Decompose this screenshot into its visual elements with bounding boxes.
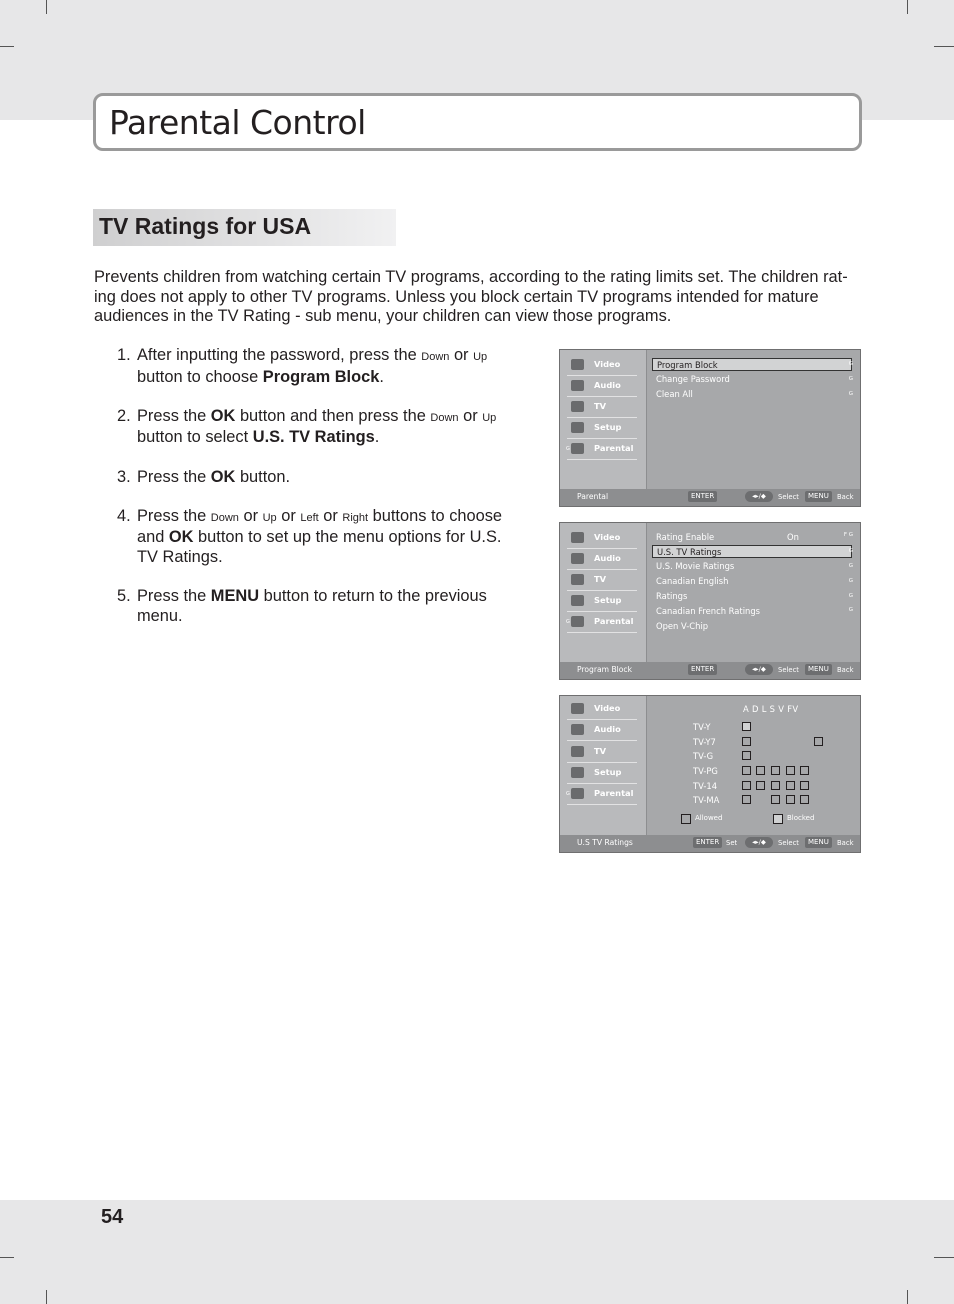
crop-mark <box>0 1257 14 1258</box>
rating-checkbox[interactable] <box>800 781 809 790</box>
osd-ratings-grid <box>647 696 860 836</box>
rating-columns-header: A D L S V FV <box>743 704 799 714</box>
section-heading-bar <box>93 209 396 246</box>
key-label: Up <box>482 411 497 424</box>
osd-menu-video[interactable]: Video <box>567 355 637 376</box>
tv-icon <box>571 746 584 757</box>
osd-row-clean-all[interactable]: Clean All <box>656 389 693 399</box>
audio-icon <box>571 380 584 391</box>
f-g-marker: F G <box>843 532 853 538</box>
rating-checkbox[interactable] <box>742 795 751 804</box>
osd-menu-parental[interactable]: Parental <box>567 439 637 460</box>
g-marker: G <box>848 593 853 599</box>
bold-term: OK <box>168 528 194 547</box>
g-marker: G <box>848 361 853 367</box>
osd-footer <box>560 835 860 852</box>
rating-label-tv-pg: TV-PG <box>693 766 718 776</box>
arrow-keys-icon: ◂▸/◆ <box>745 837 773 848</box>
osd-row-us-movie-ratings[interactable]: U.S. Movie Ratings <box>656 561 735 571</box>
tv-icon <box>571 574 584 585</box>
osd-screen-program-block <box>559 522 861 680</box>
osd-main-panel <box>647 523 860 663</box>
rating-checkbox[interactable] <box>771 781 780 790</box>
osd-menu-audio[interactable]: Audio <box>567 376 637 397</box>
rating-checkbox[interactable] <box>771 766 780 775</box>
crop-mark <box>46 1290 47 1304</box>
crop-mark <box>46 0 47 14</box>
osd-screen-us-tv-ratings <box>559 695 861 853</box>
rating-enable-value: On <box>787 532 799 542</box>
key-label: Right <box>342 511 369 524</box>
osd-row-rating-enable[interactable]: Rating Enable <box>656 532 715 542</box>
g-marker: G <box>848 548 853 554</box>
allowed-legend-label: Allowed <box>695 814 723 822</box>
section-heading: TV Ratings for USA <box>99 213 312 239</box>
rating-checkbox[interactable] <box>786 781 795 790</box>
arrow-keys-icon: ◂▸/◆ <box>745 664 773 675</box>
osd-menu-video[interactable]: Video <box>567 528 637 549</box>
video-icon <box>571 703 584 714</box>
key-label: Down <box>421 351 450 363</box>
osd-menu-parental[interactable]: Parental <box>567 784 637 805</box>
menu-key: MENU <box>805 664 832 675</box>
crop-mark <box>934 1257 954 1258</box>
page-title-box <box>93 93 862 151</box>
key-label: Up <box>473 351 488 363</box>
g-marker: G <box>848 391 853 397</box>
rating-checkbox[interactable] <box>771 795 780 804</box>
osd-footer-title: U.S TV Ratings <box>577 838 633 847</box>
page-number: 54 <box>101 1206 124 1228</box>
step-item: 5. Press the MENU button to return to the previous menu. <box>117 587 487 625</box>
rating-checkbox[interactable] <box>814 737 823 746</box>
osd-row-canadian-english[interactable]: Canadian English <box>656 576 729 586</box>
g-marker: G <box>848 578 853 584</box>
arrow-keys-icon: ◂▸/◆ <box>745 491 773 502</box>
osd-menu-audio[interactable]: Audio <box>567 549 637 570</box>
rating-checkbox[interactable] <box>742 737 751 746</box>
osd-menu-tv[interactable]: TV <box>567 742 637 763</box>
enter-key: ENTER <box>688 664 717 675</box>
osd-side-menu <box>560 523 647 663</box>
rating-label-tv-g: TV-G <box>693 751 714 761</box>
parental-icon <box>571 616 584 627</box>
bold-term: MENU <box>210 587 260 606</box>
rating-checkbox[interactable] <box>786 795 795 804</box>
osd-row-change-password[interactable]: Change Password <box>656 374 730 384</box>
rating-checkbox[interactable] <box>786 766 795 775</box>
menu-key: MENU <box>805 837 832 848</box>
step-item: 1. After inputting the password, press the Down or Up button to choose Program Block. <box>117 346 488 386</box>
osd-row-canadian-french-ratings[interactable]: Canadian French Ratings <box>656 606 761 616</box>
setup-icon <box>571 422 584 433</box>
rating-label-tv-ma: TV-MA <box>693 795 720 805</box>
parental-icon <box>571 788 584 799</box>
g-marker: G <box>848 563 853 569</box>
crop-mark <box>907 1290 908 1304</box>
osd-menu-setup[interactable]: Setup <box>567 763 637 784</box>
osd-footer-title: Program Block <box>577 665 632 674</box>
video-icon <box>571 359 584 370</box>
bold-term: OK <box>210 467 236 486</box>
osd-row-open-v-chip[interactable]: Open V-Chip <box>656 621 709 631</box>
osd-row-us-tv-ratings[interactable]: U.S. TV Ratings <box>652 545 852 558</box>
osd-footer <box>560 489 860 506</box>
osd-menu-audio[interactable]: Audio <box>567 720 637 741</box>
rating-checkbox[interactable] <box>742 751 751 760</box>
osd-menu-setup[interactable]: Setup <box>567 418 637 439</box>
rating-checkbox[interactable] <box>742 722 751 731</box>
osd-side-menu <box>560 696 647 836</box>
steps-list <box>117 346 517 646</box>
osd-menu-video[interactable]: Video <box>567 699 637 720</box>
osd-screen-parental <box>559 349 861 507</box>
audio-icon <box>571 553 584 564</box>
g-marker: G <box>566 791 570 797</box>
blocked-lock-icon <box>773 814 783 824</box>
key-label: Left <box>300 511 319 524</box>
key-label: Down <box>430 411 459 424</box>
rating-label-tv-y7: TV-Y7 <box>693 737 716 747</box>
select-hint: Select <box>778 666 799 674</box>
bold-term: Program Block <box>262 367 380 386</box>
rating-checkbox[interactable] <box>742 766 751 775</box>
osd-footer <box>560 662 860 679</box>
select-hint: Select <box>778 493 799 501</box>
bold-term: OK <box>210 406 236 425</box>
step-item: 2. Press the OK button and then press the Down or Up button to select U.S. TV Ratings. <box>117 406 497 447</box>
back-hint: Back <box>837 839 854 847</box>
enter-key: ENTER <box>688 491 717 502</box>
back-hint: Back <box>837 493 854 501</box>
tv-icon <box>571 401 584 412</box>
osd-menu-tv[interactable]: TV <box>567 570 637 591</box>
g-marker: G <box>848 376 853 382</box>
rating-label-tv-14: TV-14 <box>693 781 718 791</box>
osd-menu-setup[interactable]: Setup <box>567 591 637 612</box>
key-label: Down <box>210 511 239 524</box>
bottom-band <box>0 1200 954 1304</box>
setup-icon <box>571 595 584 606</box>
rating-checkbox[interactable] <box>742 781 751 790</box>
crop-mark <box>907 0 908 14</box>
parental-icon <box>571 443 584 454</box>
osd-footer-title: Parental <box>577 492 609 501</box>
set-hint: Set <box>726 839 738 847</box>
crop-mark <box>0 46 14 47</box>
bold-term: U.S. TV Ratings <box>252 428 375 447</box>
allowed-legend-box <box>681 814 691 824</box>
rating-label-tv-y: TV-Y <box>693 722 711 732</box>
rating-checkbox[interactable] <box>800 795 809 804</box>
g-marker: G <box>566 619 570 625</box>
rating-checkbox[interactable] <box>800 766 809 775</box>
menu-key: MENU <box>805 491 832 502</box>
osd-row-ratings[interactable]: Ratings <box>656 591 688 601</box>
g-marker: G <box>848 607 853 613</box>
audio-icon <box>571 724 584 735</box>
back-hint: Back <box>837 666 854 674</box>
enter-key: ENTER <box>693 837 722 848</box>
osd-row-program-block[interactable]: Program Block <box>652 358 852 371</box>
video-icon <box>571 532 584 543</box>
osd-side-menu <box>560 350 647 490</box>
page-title: Parental Control <box>109 103 366 142</box>
key-label: Up <box>262 511 277 524</box>
g-marker: G <box>566 446 570 452</box>
select-hint: Select <box>778 839 799 847</box>
osd-menu-tv[interactable]: TV <box>567 397 637 418</box>
blocked-legend-label: Blocked <box>787 814 815 822</box>
osd-menu-parental[interactable]: Parental <box>567 612 637 633</box>
intro-paragraph: Prevents children from watching certain TV programs, according to the rating limits set. The children rat-ing does not apply to other TV programs. Unless you block certain TV programs intended for mature audiences in the TV Rating - sub menu, your children can view those programs. <box>94 268 848 326</box>
osd-main-panel <box>647 350 860 490</box>
rating-checkbox[interactable] <box>756 781 765 790</box>
step-item: 4. Press the Down or Up or Left or Right buttons to choose and OK button to set up the menu options for U.S. TV Ratings. <box>117 506 503 566</box>
setup-icon <box>571 767 584 778</box>
crop-mark <box>934 46 954 47</box>
rating-checkbox[interactable] <box>756 766 765 775</box>
step-item: 3. Press the OK button. <box>117 467 291 486</box>
